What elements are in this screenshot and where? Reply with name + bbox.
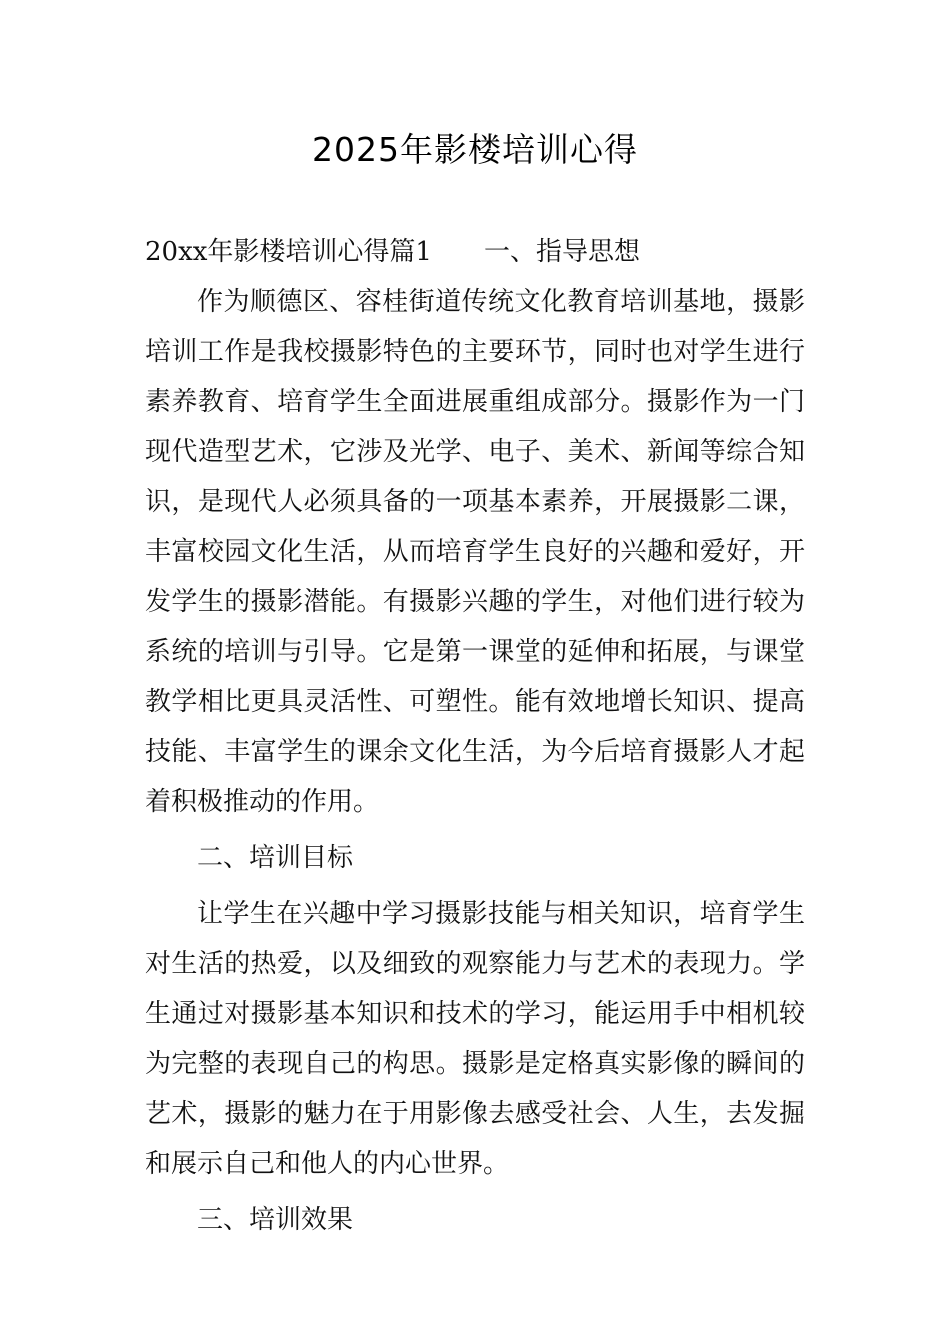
paragraph-guiding-thought: 作为顺德区、容桂街道传统文化教育培训基地，摄影培训工作是我校摄影特色的主要环节，同时也对学生进行素养教育、培育学生全面进展重组成部分。摄影作为一门现代造型艺术，它涉及光学、电子、美术、新闻等综合知识，是现代人必须具备的一项基本素养，开展摄影二课，丰富校园文化生活，从而培育学生良好的兴趣和爱好，开发学生的摄影潜能。有摄影兴趣的学生，对他们进行较为系统的培训与引导。它是第一课堂的延伸和拓展，与课堂教学相比更具灵活性、可塑性。能有效地增长知识、提高技能、丰富学生的课余文化生活，为今后培育摄影人才起着积极推动的作用。: [145, 287, 805, 817]
heading-training-goals: 二、培训目标: [197, 843, 354, 873]
document-body: [145, 227, 805, 1251]
document-title: 2025年影楼培训心得: [312, 130, 638, 169]
section-intro-line: 20xx年影楼培训心得篇1 一、指导思想: [145, 237, 640, 267]
heading-training-effect: 三、培训效果: [197, 1205, 354, 1235]
paragraph-training-goals: 让学生在兴趣中学习摄影技能与相关知识，培育学生对生活的热爱，以及细致的观察能力与艺术的表现力。学生通过对摄影基本知识和技术的学习，能运用手中相机较为完整的表现自己的构思。摄影是定格真实影像的瞬间的艺术，摄影的魅力在于用影像去感受社会、人生，去发掘和展示自己和他人的内心世界。: [145, 899, 805, 1179]
